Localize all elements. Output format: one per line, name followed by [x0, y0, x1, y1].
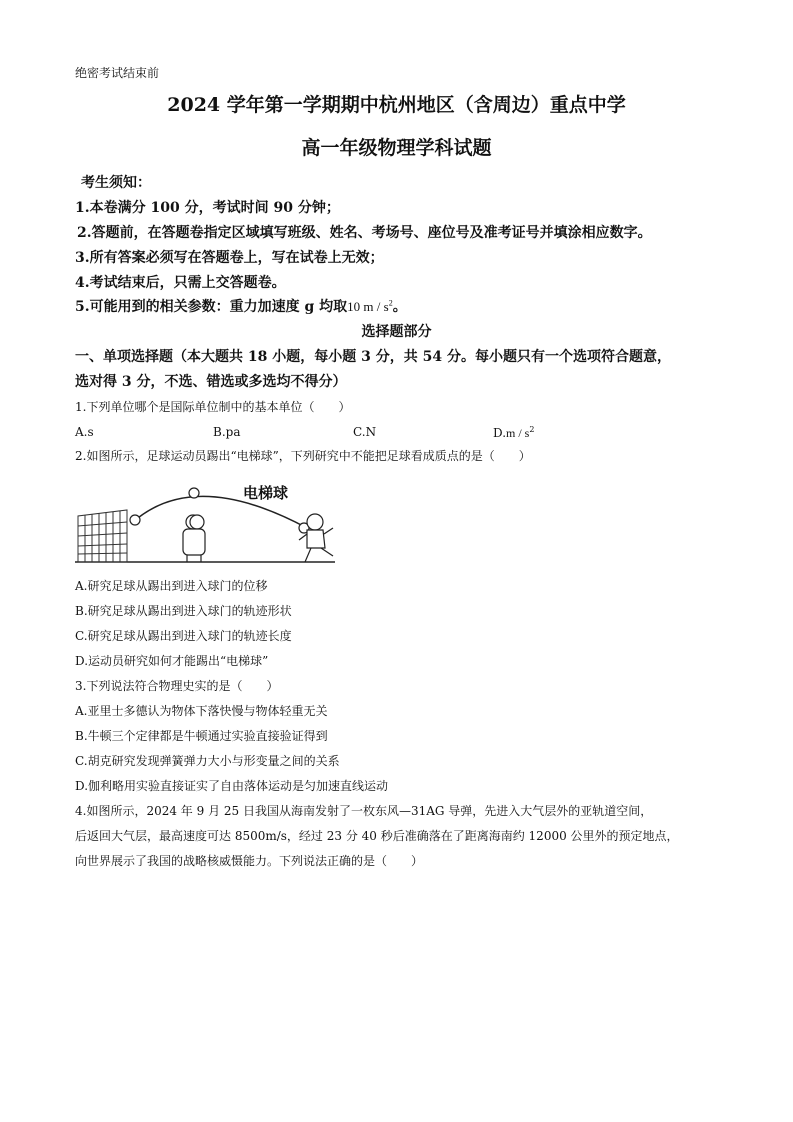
- notice-item-text: 5.可能用到的相关参数：重力加速度 g 均取: [75, 299, 348, 315]
- q2-option-d: D.运动员研究如何才能踢出“电梯球”: [75, 654, 269, 668]
- part-heading: 一、单项选择题（本大题共 18 小题，每小题 3 分，共 54 分。每小题只有一个选项符合题意，: [75, 349, 671, 365]
- notice-item: 2.答题前，在答题卷指定区域填写班级、姓名、考场号、座位号及准考证号并填涂相应数字。: [77, 225, 652, 241]
- q2-option-b: B.研究足球从踢出到进入球门的轨迹形状: [75, 604, 292, 618]
- question-4-stem-line: 后返回大气层，最高速度可达 8500m/s，经过 23 分 40 秒后准确落在了距离海南约 12000 公里外的预定地点，: [75, 829, 679, 843]
- q1-option-c: C.N: [353, 425, 377, 439]
- q1-option-b: B.pa: [213, 425, 241, 439]
- notice-item-gravity: 5.可能用到的相关参数：重力加速度 g 均取10 m / $s^2$。: [75, 298, 407, 315]
- q3-option-b: B.牛顿三个定律都是牛顿通过实验直接验证得到: [75, 729, 328, 743]
- elevator-ball-illustration: [75, 476, 335, 566]
- question-4-stem-line: 4.如图所示，2024 年 9 月 25 日我国从海南发射了一枚东风—31AG 导弹，先进入大气层外的亚轨道空间，: [75, 804, 653, 818]
- q1-option-d: $D.m / s^2$: [493, 425, 535, 440]
- question-3-stem: 3.下列说法符合物理史实的是（ ）: [75, 679, 279, 693]
- section-title: 选择题部分: [361, 324, 432, 340]
- question-2-stem: 2.如图所示，足球运动员踢出“电梯球”，下列研究中不能把足球看成质点的是（ ）: [75, 449, 531, 463]
- q3-option-d: D.伽利略用实验直接证实了自由落体运动是匀加速直线运动: [75, 779, 389, 793]
- q2-option-a: A.研究足球从踢出到进入球门的位移: [75, 579, 268, 593]
- ball-icon: [189, 488, 199, 498]
- confidential-label: 绝密考试结束前: [75, 66, 160, 80]
- kicker-icon: [299, 514, 333, 562]
- notice-item: 4.考试结束后，只需上交答题卷。: [75, 275, 286, 291]
- notice-heading: 考生须知：: [81, 175, 151, 191]
- exam-title: 2024 学年第一学期期中杭州地区（含周边）重点中学: [167, 94, 626, 116]
- question-4-stem-line: 向世界展示了我国的战略核威慑能力。下列说法正确的是（ ）: [75, 854, 424, 868]
- notice-item: 1.本卷满分 100 分，考试时间 90 分钟；: [75, 200, 340, 216]
- ball-icon: [130, 515, 140, 525]
- q3-option-a: A.亚里士多德认为物体下落快慢与物体轻重无关: [75, 704, 328, 718]
- question-1-stem: 1.下列单位哪个是国际单位制中的基本单位（ ）: [75, 400, 351, 414]
- exam-subtitle: 高一年级物理学科试题: [301, 137, 492, 159]
- gravity-unit: 10 m / $s^2$: [347, 298, 393, 314]
- goal-net-icon: [78, 510, 127, 562]
- figure-label: 电梯球: [243, 485, 289, 502]
- q1-option-a: A.s: [75, 425, 94, 439]
- q2-option-c: C.研究足球从踢出到进入球门的轨迹长度: [75, 629, 292, 643]
- elevator-ball-figure: [75, 476, 335, 566]
- notice-item: 3.所有答案必须写在答题卷上，写在试卷上无效；: [75, 250, 384, 266]
- part-heading-cont: 选对得 3 分，不选、错选或多选均不得分）: [75, 374, 347, 390]
- defender-icon: [183, 515, 205, 562]
- q3-option-c: C.胡克研究发现弹簧弹力大小与形变量之间的关系: [75, 754, 340, 768]
